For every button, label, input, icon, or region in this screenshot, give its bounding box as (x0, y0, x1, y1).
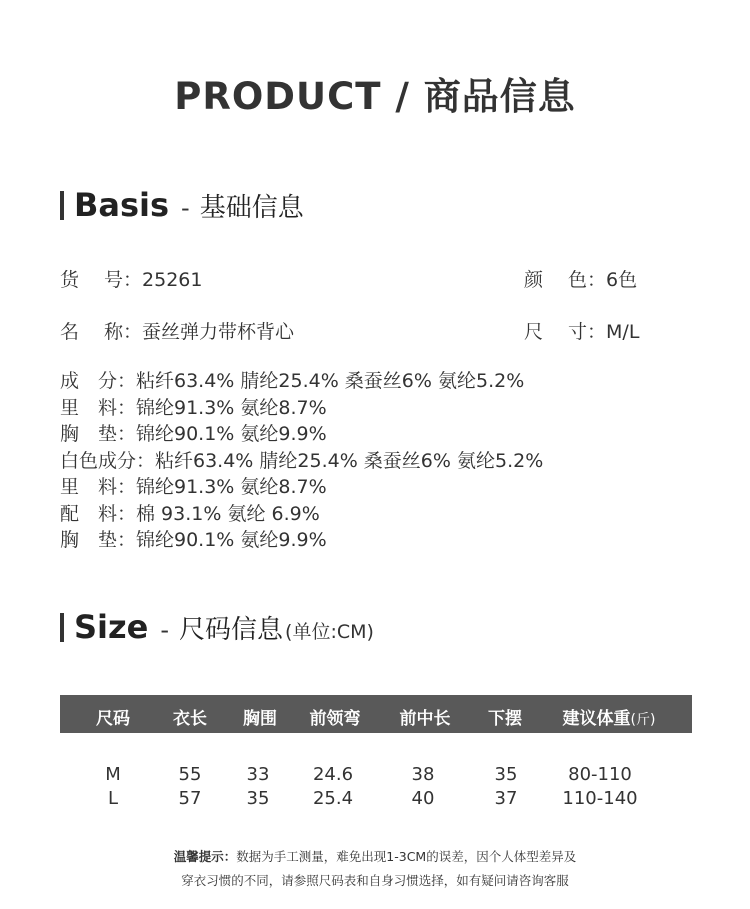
composition-line: 白色成分：粘纤63.4% 腈纶25.4% 桑蚕丝6% 氨纶5.2% (60, 449, 544, 472)
basis-title-en: Basis (74, 186, 170, 224)
composition-line: 成 分：粘纤63.4% 腈纶25.4% 桑蚕丝6% 氨纶5.2% (60, 370, 525, 392)
table-cell: 57 (178, 788, 202, 809)
tip-line-1 (0, 847, 750, 865)
table-header-weight (563, 704, 656, 729)
table-cell: 35 (494, 764, 518, 785)
size-unit: (单位:CM) (285, 621, 374, 643)
name-label-b: 称： (104, 321, 143, 343)
composition-line: 胸 垫：锦纶90.1% 氨纶9.9% (60, 529, 327, 551)
table-row (60, 764, 692, 788)
item-number-label-b: 号： (104, 269, 143, 291)
table-cell: 110-140 (562, 788, 638, 809)
table-cell: 37 (494, 788, 518, 809)
size-label-b: 寸： (568, 321, 607, 343)
table-cell: L (107, 788, 119, 809)
section-bar (60, 191, 64, 220)
table-header-cell: 衣长 (173, 709, 207, 729)
table-header-cell: 胸围 (243, 709, 277, 729)
basis-section-header (60, 186, 304, 224)
name-value: 蚕丝弹力带杯背心 (142, 321, 295, 343)
item-number-value: 25261 (142, 269, 203, 291)
basis-dash: - (181, 194, 190, 222)
table-header-cell: 建议体重 (562, 709, 631, 729)
tip-text-1: 数据为手工测量，难免出现1-3CM的误差，因个人体型差异及 (236, 849, 577, 864)
table-cell: 80-110 (568, 764, 632, 785)
size-title-en: Size (74, 608, 149, 646)
composition-line: 配 料：棉 93.1% 氨纶 6.9% (60, 502, 320, 525)
composition-list (60, 368, 543, 554)
basis-title-cn: 基础信息 (199, 193, 304, 223)
table-cell: 55 (178, 764, 202, 785)
table-cell: 40 (411, 788, 435, 809)
table-cell: 25.4 (312, 788, 354, 809)
table-row (60, 788, 692, 812)
table-header-cell: 前领弯 (309, 709, 361, 729)
size-dash: - (160, 616, 170, 644)
page-title: PRODUCT / 商品信息 (174, 75, 576, 118)
size-value: M/L (606, 321, 640, 343)
table-header-cell: 尺码 (96, 709, 130, 729)
color-label-b: 色： (568, 269, 607, 291)
item-number-row (60, 265, 202, 292)
section-bar (60, 613, 64, 642)
weight-unit: (斤) (630, 712, 656, 728)
size-section-header (60, 608, 374, 646)
table-cell: 33 (246, 764, 270, 785)
table-cell: 24.6 (312, 764, 354, 785)
composition-line: 里 料：锦纶91.3% 氨纶8.7% (60, 396, 327, 419)
table-cell: M (105, 764, 121, 785)
name-row (60, 317, 294, 344)
tip-text-2: 穿衣习惯的不同，请参照尺码表和自身习惯选择，如有疑问请咨询客服 (181, 873, 569, 888)
size-row (524, 317, 639, 344)
color-row (524, 265, 637, 292)
tip-label: 温馨提示： (173, 849, 237, 864)
table-cell: 35 (246, 788, 270, 809)
table-header-cell: 下摆 (488, 709, 522, 729)
item-number-label-a: 货 (60, 269, 80, 291)
tip-line-2 (0, 871, 750, 889)
size-label-a: 尺 (524, 321, 544, 343)
color-label-a: 颜 (524, 269, 544, 291)
composition-line: 胸 垫：锦纶90.1% 氨纶9.9% (60, 423, 327, 445)
name-label-a: 名 (60, 321, 80, 343)
table-header-cell: 前中长 (399, 709, 451, 729)
color-value: 6色 (606, 269, 638, 291)
composition-line: 里 料：锦纶91.3% 氨纶8.7% (60, 476, 327, 498)
size-table-header (60, 695, 692, 733)
size-title-cn: 尺码信息 (179, 615, 284, 645)
table-cell: 38 (411, 764, 435, 785)
